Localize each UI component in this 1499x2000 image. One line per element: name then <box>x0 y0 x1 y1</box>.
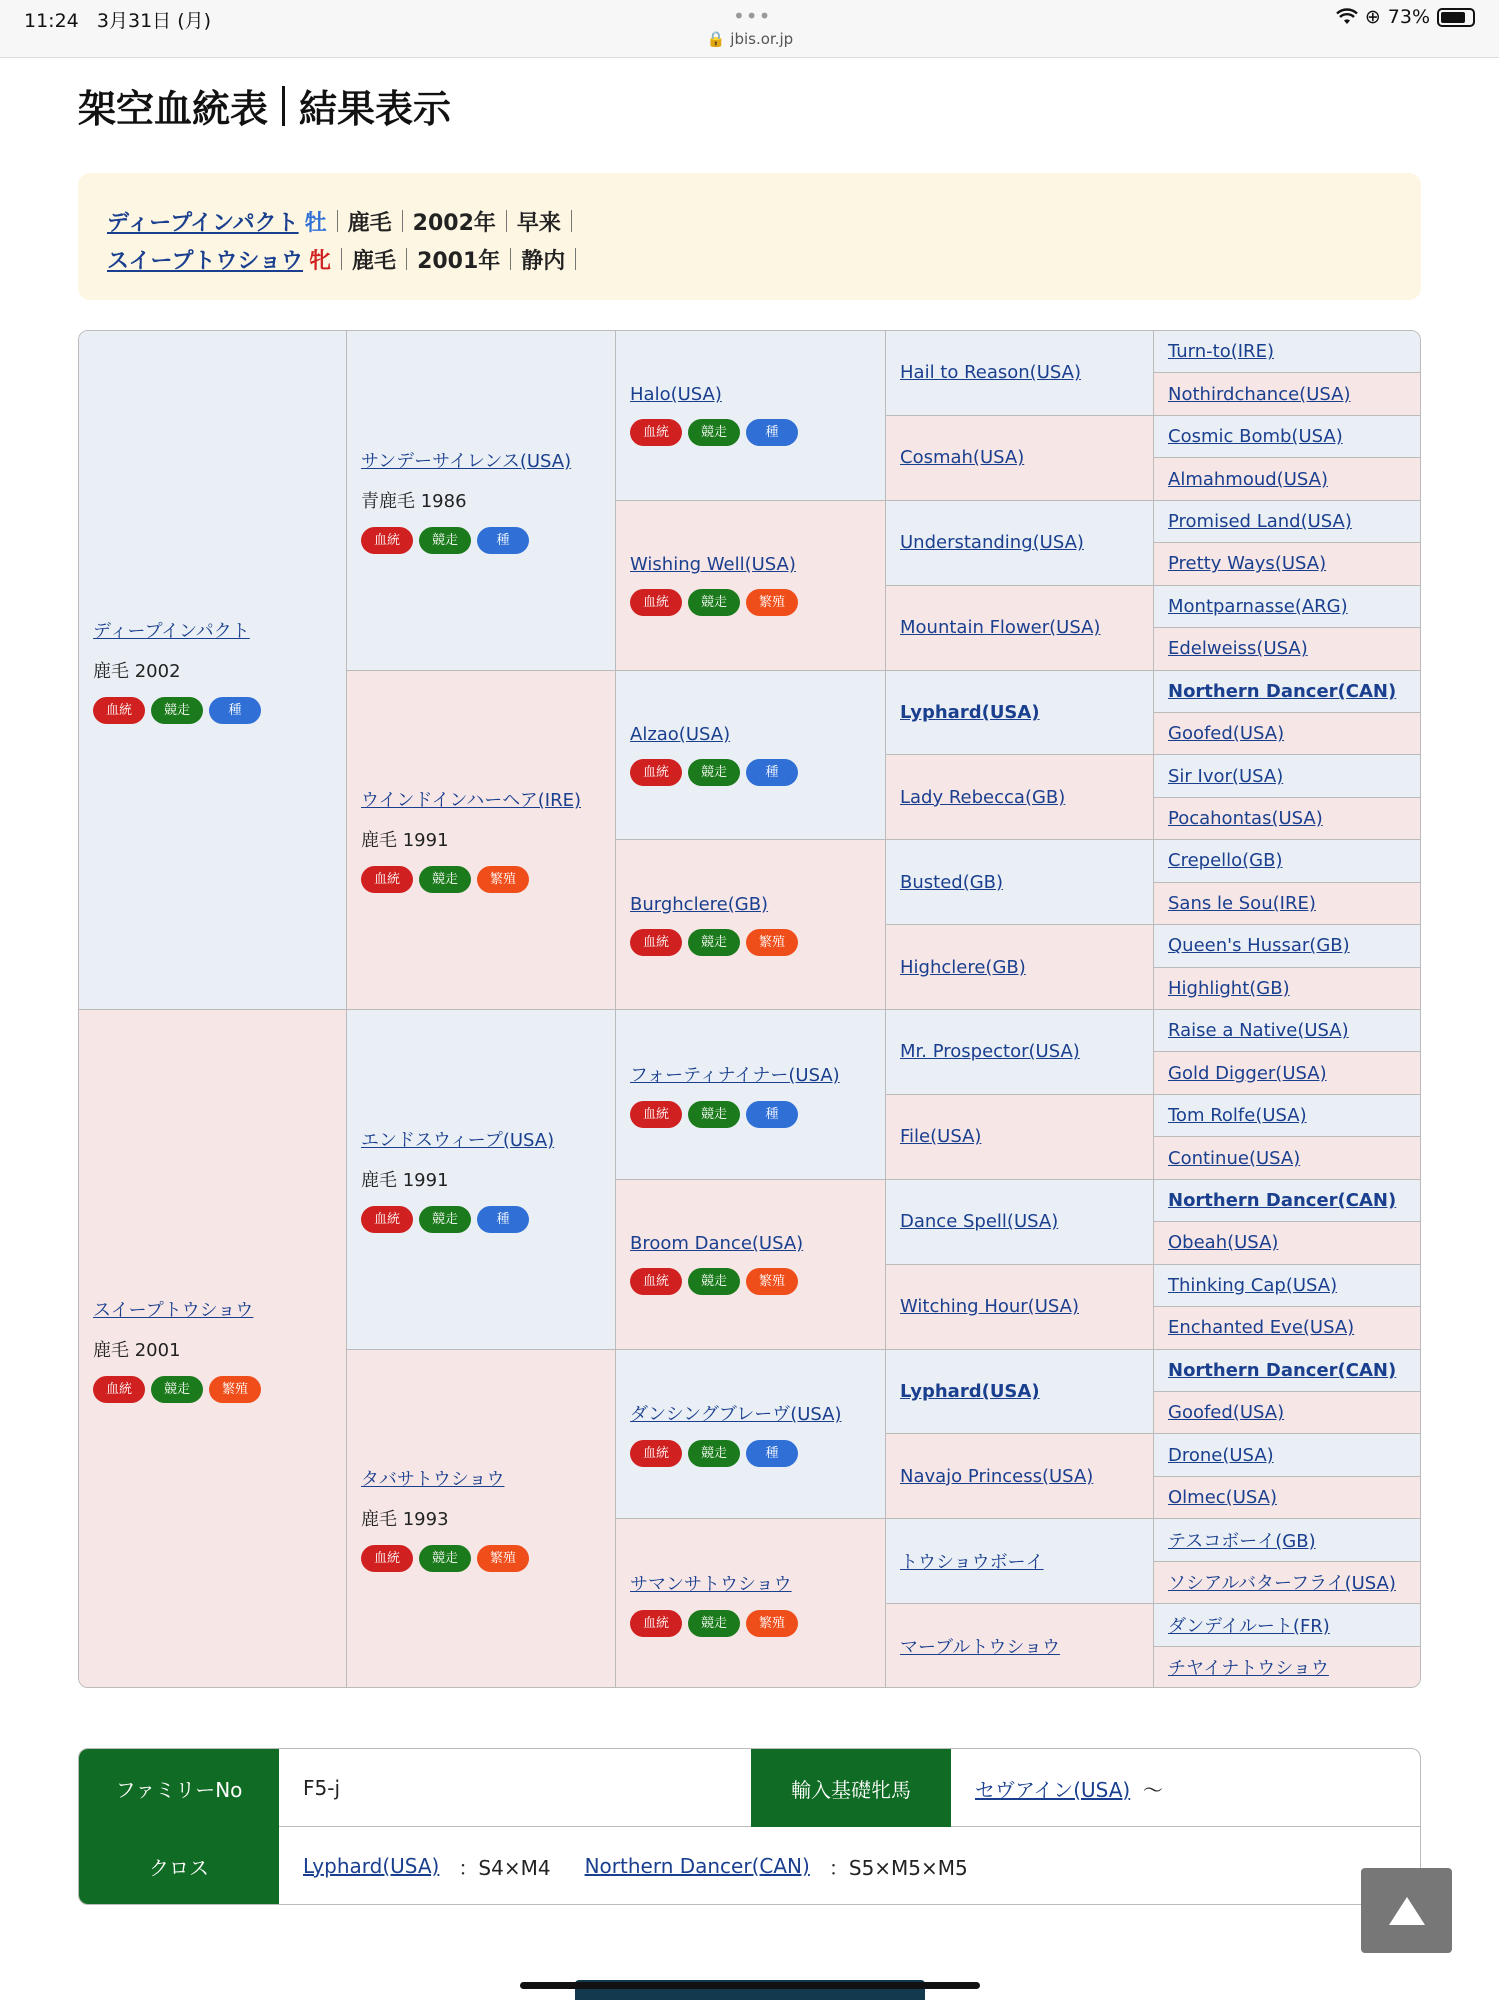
horse-link[interactable]: チヤイナトウショウ <box>1168 1658 1329 1680</box>
badge-group <box>361 866 601 893</box>
sex-label: 牡 <box>304 210 327 236</box>
race-badge[interactable]: 競走 <box>419 866 471 893</box>
badge-group <box>361 527 601 554</box>
horse-link[interactable]: Halo(USA) <box>630 384 722 406</box>
import-mare-link[interactable]: セヴアイン(USA) <box>975 1777 1131 1802</box>
badge-group <box>630 419 871 446</box>
pedigree-cell-g4 <box>886 586 1154 671</box>
horse-link[interactable]: Tom Rolfe(USA) <box>1168 1105 1307 1127</box>
horse-link[interactable]: Pretty Ways(USA) <box>1168 553 1327 575</box>
stallion-badge[interactable]: 種 <box>209 697 261 724</box>
race-badge[interactable]: 競走 <box>419 1545 471 1572</box>
race-badge[interactable]: 競走 <box>688 759 740 786</box>
pedigree-cell-g4 <box>886 1180 1154 1265</box>
horse-meta: 鹿毛 1991 <box>361 1169 449 1191</box>
horse-link[interactable]: ダンシングブレーヴ(USA) <box>630 1404 842 1426</box>
horse-link[interactable]: Northern Dancer(CAN) <box>1168 680 1397 702</box>
horse-link[interactable]: Northern Dancer(CAN) <box>1168 1359 1397 1381</box>
horse-link[interactable]: サマンサトウショウ <box>630 1574 792 1596</box>
badge-group <box>630 1101 871 1128</box>
badge-group <box>361 1545 601 1572</box>
horse-link[interactable]: Olmec(USA) <box>1168 1487 1277 1509</box>
pedigree-cell-g5 <box>1154 1137 1421 1179</box>
cross-lyphard-link[interactable]: Lyphard(USA) <box>303 1854 440 1878</box>
horse-link[interactable]: Gold Digger(USA) <box>1168 1062 1327 1084</box>
horse-link[interactable]: Wishing Well(USA) <box>630 554 796 576</box>
race-badge[interactable]: 競走 <box>419 527 471 554</box>
cross-lyphard-value: ：S4×M4 <box>458 1855 551 1880</box>
broodmare-badge[interactable]: 繁殖 <box>746 589 798 616</box>
bloodline-badge[interactable]: 血統 <box>361 866 413 893</box>
pedigree-cell-g5 <box>1154 1095 1421 1137</box>
horse-link[interactable]: Edelweiss(USA) <box>1168 638 1308 660</box>
bloodline-badge[interactable]: 血統 <box>361 1206 413 1233</box>
badge-group <box>630 929 871 956</box>
cross-row <box>79 1827 1421 1905</box>
battery-percent: 73% <box>1387 6 1430 28</box>
pedigree-cell-g4 <box>886 331 1154 416</box>
horse-link[interactable]: Cosmic Bomb(USA) <box>1168 426 1343 448</box>
horse-link[interactable]: ソシアルバターフライ(USA) <box>1168 1573 1396 1595</box>
horse-link[interactable]: Obeah(USA) <box>1168 1232 1279 1254</box>
race-badge[interactable]: 競走 <box>688 419 740 446</box>
pedigree-cell-g5 <box>1154 501 1421 543</box>
family-no-header: ファミリーNo <box>79 1749 279 1827</box>
broodmare-badge[interactable]: 繁殖 <box>746 1268 798 1295</box>
horse-link[interactable]: Crepello(GB) <box>1168 850 1283 872</box>
pedigree-cell-g5 <box>1154 1519 1421 1561</box>
summary-name-link[interactable]: ディープインパクト <box>107 210 299 236</box>
status-indicators <box>1336 6 1475 28</box>
pedigree-cell-g5 <box>1154 1562 1421 1604</box>
lock-icon: 🔒 <box>706 30 726 48</box>
horse-link[interactable]: Busted(GB) <box>900 871 1004 893</box>
pedigree-cell-g3 <box>616 1350 886 1520</box>
race-badge[interactable]: 競走 <box>419 1206 471 1233</box>
pedigree-cell-g4 <box>886 1095 1154 1180</box>
horse-link[interactable]: Burghclere(GB) <box>630 893 769 915</box>
race-badge[interactable]: 競走 <box>688 1610 740 1637</box>
broodmare-badge[interactable]: 繁殖 <box>477 866 529 893</box>
bloodline-badge[interactable]: 血統 <box>630 759 682 786</box>
cross-header: クロス <box>79 1827 279 1905</box>
pedigree-cell-g5 <box>1154 968 1421 1010</box>
race-badge[interactable]: 競走 <box>151 697 203 724</box>
coat-color: 鹿毛 <box>352 248 397 274</box>
horse-link[interactable]: Drone(USA) <box>1168 1444 1274 1466</box>
more-dots-icon[interactable]: ••• <box>733 4 772 28</box>
horse-link[interactable]: タバサトウショウ <box>361 1469 505 1491</box>
pedigree-cell-g4 <box>886 1519 1154 1604</box>
horse-link[interactable]: Almahmoud(USA) <box>1168 468 1328 490</box>
wifi-icon <box>1336 8 1358 26</box>
pedigree-cell-g5 <box>1154 883 1421 925</box>
race-badge[interactable]: 競走 <box>688 1101 740 1128</box>
stallion-badge[interactable]: 種 <box>746 1101 798 1128</box>
horse-link[interactable]: Dance Spell(USA) <box>900 1211 1059 1233</box>
status-bar <box>0 0 1499 58</box>
pedigree-cell-g5 <box>1154 1010 1421 1052</box>
summary-row-sire <box>107 202 1392 240</box>
scroll-to-top-button[interactable] <box>1361 1868 1452 1953</box>
pedigree-cell-g4 <box>886 1350 1154 1435</box>
horse-link[interactable]: Thinking Cap(USA) <box>1168 1274 1338 1296</box>
import-mare-value: セヴアイン(USA) 〜 <box>951 1749 1421 1827</box>
horse-link[interactable]: Nothirdchance(USA) <box>1168 383 1351 405</box>
bloodline-badge[interactable]: 血統 <box>361 1545 413 1572</box>
url-bar[interactable]: 🔒 jbis.or.jp <box>706 30 794 48</box>
horse-link[interactable]: Enchanted Eve(USA) <box>1168 1317 1355 1339</box>
battery-icon <box>1437 8 1475 27</box>
pedigree-cell-g5 <box>1154 628 1421 670</box>
bloodline-badge[interactable]: 血統 <box>630 589 682 616</box>
badge-group <box>630 1610 871 1637</box>
pedigree-cell-g5 <box>1154 373 1421 415</box>
pedigree-cell-g4 <box>886 1604 1154 1688</box>
pedigree-cell-g4 <box>886 1010 1154 1095</box>
pedigree-cell-g4 <box>886 671 1154 756</box>
horse-meta: 鹿毛 2001 <box>93 1339 181 1361</box>
birth-year: 2001年 <box>417 248 501 274</box>
stallion-badge[interactable]: 種 <box>477 1206 529 1233</box>
horse-link[interactable]: Hail to Reason(USA) <box>900 362 1081 384</box>
race-badge[interactable]: 競走 <box>688 929 740 956</box>
horse-link[interactable]: Goofed(USA) <box>1168 723 1285 745</box>
bloodline-badge[interactable]: 血統 <box>630 419 682 446</box>
pedigree-cell-g2 <box>347 1350 616 1689</box>
pedigree-table <box>78 330 1421 1688</box>
pedigree-cell-g2 <box>347 671 616 1011</box>
pedigree-cell-g3 <box>616 1010 886 1180</box>
horse-link[interactable]: フォーティナイナー(USA) <box>630 1064 840 1086</box>
family-no-value: F5-j <box>303 1776 341 1800</box>
stallion-badge[interactable]: 種 <box>477 527 529 554</box>
pedigree-cell-g4 <box>886 925 1154 1010</box>
bloodline-badge[interactable]: 血統 <box>361 527 413 554</box>
pedigree-cell-g5 <box>1154 755 1421 797</box>
pedigree-cell-g1 <box>79 331 347 1010</box>
horse-link[interactable]: ウインドインハーヘア(IRE) <box>361 790 581 812</box>
pedigree-cell-g4 <box>886 755 1154 840</box>
race-badge[interactable]: 競走 <box>688 1268 740 1295</box>
pedigree-cell-g3 <box>616 501 886 671</box>
status-time: 11:24 3月31日 (月) <box>24 10 212 32</box>
race-badge[interactable]: 競走 <box>688 1440 740 1467</box>
stallion-badge[interactable]: 種 <box>746 419 798 446</box>
cross-northern-dancer-value: ：S5×M5×M5 <box>828 1855 968 1880</box>
pedigree-cell-g1 <box>79 1010 347 1688</box>
badge-group <box>93 697 332 724</box>
pedigree-cell-g5 <box>1154 416 1421 458</box>
pedigree-cell-g5 <box>1154 925 1421 967</box>
bloodline-badge[interactable]: 血統 <box>630 1610 682 1637</box>
pedigree-cell-g4 <box>886 1265 1154 1350</box>
horse-link[interactable]: Goofed(USA) <box>1168 1402 1285 1424</box>
horse-link[interactable]: Highclere(GB) <box>900 956 1026 978</box>
horse-link[interactable]: ディープインパクト <box>93 620 250 642</box>
badge-group <box>630 1440 871 1467</box>
pedigree-cell-g3 <box>616 840 886 1010</box>
horse-link[interactable]: テスコボーイ(GB) <box>1168 1530 1316 1552</box>
horse-link[interactable]: Witching Hour(USA) <box>900 1296 1079 1318</box>
pedigree-cell-g3 <box>616 1519 886 1688</box>
summary-name-link[interactable]: スイープトウショウ <box>107 248 304 274</box>
pedigree-cell-g3 <box>616 671 886 841</box>
pedigree-cell-g5 <box>1154 1647 1421 1688</box>
pedigree-cell-g5 <box>1154 1604 1421 1646</box>
pedigree-cell-g5 <box>1154 840 1421 882</box>
birth-place: 早来 <box>516 210 561 236</box>
pedigree-cell-g5 <box>1154 798 1421 840</box>
badge-group <box>361 1206 601 1233</box>
horse-link[interactable]: Mountain Flower(USA) <box>900 617 1101 639</box>
horse-meta: 青鹿毛 1986 <box>361 490 467 512</box>
pedigree-cell-g5 <box>1154 543 1421 585</box>
horse-link[interactable]: トウショウボーイ <box>900 1552 1044 1574</box>
horse-link[interactable]: Sir Ivor(USA) <box>1168 765 1284 787</box>
pedigree-cell-g5 <box>1154 1477 1421 1519</box>
family-row <box>79 1749 1421 1827</box>
horse-link[interactable]: Continue(USA) <box>1168 1147 1301 1169</box>
pedigree-cell-g5 <box>1154 1434 1421 1476</box>
badge-group <box>630 589 871 616</box>
broodmare-badge[interactable]: 繁殖 <box>746 929 798 956</box>
pedigree-cell-g5 <box>1154 1307 1421 1349</box>
horse-link[interactable]: Navajo Princess(USA) <box>900 1465 1094 1487</box>
horse-link[interactable]: Northern Dancer(CAN) <box>1168 1189 1397 1211</box>
horse-link[interactable]: Lyphard(USA) <box>900 701 1040 723</box>
horse-link[interactable]: ダンデイルート(FR) <box>1168 1615 1330 1637</box>
pedigree-cell-g5 <box>1154 671 1421 713</box>
horse-link[interactable]: スイープトウショウ <box>93 1299 254 1321</box>
pedigree-cell-g4 <box>886 1434 1154 1519</box>
horse-link[interactable]: File(USA) <box>900 1126 982 1148</box>
pedigree-cell-g5 <box>1154 1265 1421 1307</box>
horse-link[interactable]: Raise a Native(USA) <box>1168 1020 1349 1042</box>
bloodline-badge[interactable]: 血統 <box>93 697 145 724</box>
badge-group <box>630 759 871 786</box>
horse-link[interactable]: Mr. Prospector(USA) <box>900 1041 1080 1063</box>
horse-link[interactable]: Queen's Hussar(GB) <box>1168 935 1350 957</box>
coat-color: 鹿毛 <box>347 210 392 236</box>
race-badge[interactable]: 競走 <box>151 1376 203 1403</box>
horse-link[interactable]: Promised Land(USA) <box>1168 510 1352 532</box>
horse-meta: 鹿毛 1993 <box>361 1509 449 1531</box>
family-cross-table <box>78 1748 1421 1905</box>
horse-meta: 鹿毛 1991 <box>361 830 449 852</box>
pedigree-cell-g4 <box>886 840 1154 925</box>
pedigree-cell-g5 <box>1154 586 1421 628</box>
bloodline-badge[interactable]: 血統 <box>630 1440 682 1467</box>
pedigree-cell-g5 <box>1154 1350 1421 1392</box>
horse-link[interactable]: Montparnasse(ARG) <box>1168 595 1348 617</box>
pedigree-cell-g5 <box>1154 458 1421 500</box>
pedigree-cell-g5 <box>1154 1392 1421 1434</box>
horse-link[interactable]: サンデーサイレンス(USA) <box>361 450 572 472</box>
summary-box <box>78 173 1421 300</box>
sex-label: 牝 <box>309 248 332 274</box>
broodmare-badge[interactable]: 繁殖 <box>746 1610 798 1637</box>
cross-northern-dancer-link[interactable]: Northern Dancer(CAN) <box>584 1854 810 1878</box>
summary-row-dam <box>107 240 1392 278</box>
badge-group <box>630 1268 871 1295</box>
cross-value <box>279 1827 1379 1905</box>
broodmare-badge[interactable]: 繁殖 <box>209 1376 261 1403</box>
broodmare-badge[interactable]: 繁殖 <box>477 1545 529 1572</box>
pedigree-cell-g5 <box>1154 331 1421 373</box>
pedigree-cell-g5 <box>1154 1052 1421 1094</box>
horse-link[interactable]: Highlight(GB) <box>1168 977 1290 999</box>
horse-link[interactable]: Cosmah(USA) <box>900 447 1025 469</box>
pedigree-cell-g5 <box>1154 1222 1421 1264</box>
stallion-badge[interactable]: 種 <box>746 759 798 786</box>
stallion-badge[interactable]: 種 <box>746 1440 798 1467</box>
pedigree-cell-g3 <box>616 331 886 501</box>
horse-meta: 鹿毛 2002 <box>93 660 181 682</box>
horse-link[interactable]: Lady Rebecca(GB) <box>900 786 1066 808</box>
horse-link[interactable]: Alzao(USA) <box>630 723 731 745</box>
bloodline-badge[interactable]: 血統 <box>630 929 682 956</box>
horse-link[interactable]: Understanding(USA) <box>900 532 1084 554</box>
page-title: 架空血統表 結果表示 <box>78 87 452 131</box>
pedigree-cell-g2 <box>347 1010 616 1350</box>
badge-group <box>93 1376 332 1403</box>
birth-year: 2002年 <box>412 210 496 236</box>
birth-place: 静内 <box>521 248 566 274</box>
horse-link[interactable]: エンドスウィープ(USA) <box>361 1129 555 1151</box>
bloodline-badge[interactable]: 血統 <box>630 1101 682 1128</box>
home-indicator[interactable] <box>520 1982 980 1989</box>
pedigree-cell-g5 <box>1154 1180 1421 1222</box>
horse-link[interactable]: Sans le Sou(IRE) <box>1168 892 1316 914</box>
bloodline-badge[interactable]: 血統 <box>93 1376 145 1403</box>
import-mare-header: 輸入基礎牝馬 <box>751 1749 951 1827</box>
horse-link[interactable]: Pocahontas(USA) <box>1168 808 1323 830</box>
horse-link[interactable]: Lyphard(USA) <box>900 1380 1040 1402</box>
horse-link[interactable]: Turn-to(IRE) <box>1168 341 1274 363</box>
horse-link[interactable]: マーブルトウショウ <box>900 1637 1061 1659</box>
pedigree-cell-g3 <box>616 1180 886 1350</box>
orientation-lock-icon: ⊕ <box>1364 6 1381 28</box>
pedigree-cell-g4 <box>886 501 1154 586</box>
arrow-up-icon <box>1389 1897 1425 1925</box>
pedigree-cell-g5 <box>1154 713 1421 755</box>
pedigree-cell-g2 <box>347 331 616 671</box>
horse-link[interactable]: Broom Dance(USA) <box>630 1233 804 1255</box>
race-badge[interactable]: 競走 <box>688 589 740 616</box>
bloodline-badge[interactable]: 血統 <box>630 1268 682 1295</box>
pedigree-cell-g4 <box>886 416 1154 501</box>
